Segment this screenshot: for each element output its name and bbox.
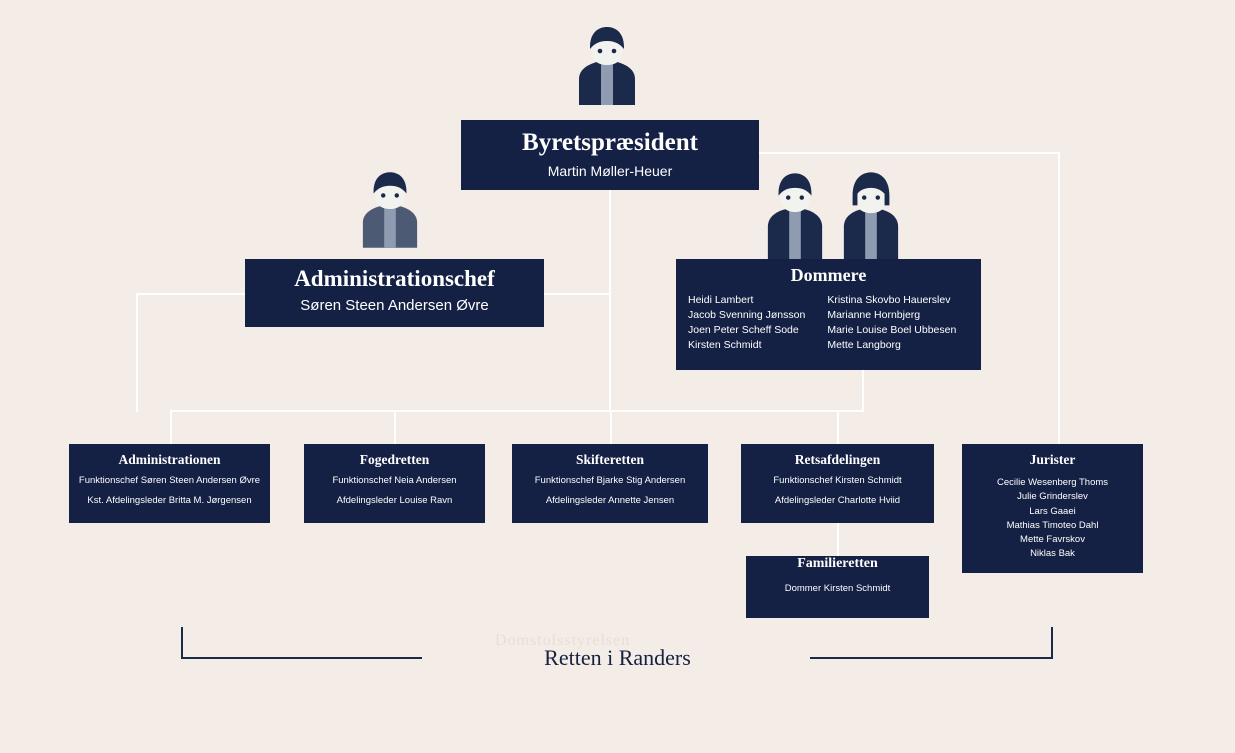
node-line-2: Afdelingsleder Charlotte Hviid — [774, 495, 901, 506]
node-person: Martin Møller-Heuer — [547, 163, 673, 179]
dommere-column-1 — [688, 293, 805, 354]
node-person: Søren Steen Andersen Øvre — [300, 296, 489, 314]
node-title: Administrationschef — [294, 266, 495, 291]
node-dommere[interactable] — [676, 259, 981, 370]
node-familieretten[interactable] — [746, 556, 929, 618]
connector-drop-skifteretten — [610, 410, 612, 446]
node-administrationen[interactable] — [69, 444, 270, 523]
node-line-1: Dommer Kirsten Schmidt — [784, 582, 891, 594]
node-jurister[interactable] — [962, 444, 1143, 573]
list-item: Heidi Lambert — [688, 293, 754, 306]
connector-drop-fogedretten — [394, 410, 396, 446]
connector-president-right — [759, 152, 1060, 154]
connector-dommere-down — [862, 370, 864, 412]
list-item: Mette Favrskov — [1020, 534, 1085, 546]
person-icon — [359, 172, 421, 248]
connector-department-bus — [170, 410, 863, 412]
node-line-2: Kst. Afdelingsleder Britta M. Jørgensen — [87, 495, 252, 506]
connector-drop-administrationen — [170, 410, 172, 446]
list-item: Marie Louise Boel Ubbesen — [827, 324, 957, 337]
dommer-avatar-2 — [840, 172, 902, 265]
node-byretspraesident[interactable] — [461, 120, 759, 190]
node-line-1: Funktionschef Neia Andersen — [332, 475, 457, 487]
list-item: Lars Gaaei — [1029, 505, 1076, 517]
connector-right-spine — [1058, 152, 1060, 452]
person-icon — [840, 172, 902, 260]
node-title: Administrationen — [118, 452, 221, 467]
list-item: Marianne Hornbjerg — [827, 308, 921, 321]
list-item: Mathias Timoteo Dahl — [1006, 519, 1099, 531]
node-fogedretten[interactable] — [304, 444, 485, 523]
person-icon — [764, 172, 826, 260]
president-avatar — [575, 27, 639, 110]
node-title: Byretspræsident — [522, 129, 698, 156]
watermark-text: Domstolsstyrelsen — [495, 632, 631, 649]
list-item: Joen Peter Scheff Sode — [688, 324, 799, 337]
node-title: Skifteretten — [576, 452, 644, 467]
dommer-avatar-1 — [764, 172, 826, 265]
organisation-title: Retten i Randers — [544, 645, 691, 670]
list-item: Kirsten Schmidt — [688, 339, 762, 352]
node-title: Jurister — [1029, 452, 1076, 467]
adminchef-avatar — [359, 172, 421, 253]
list-item: Mette Langborg — [827, 339, 901, 352]
list-item: Niklas Bak — [1030, 548, 1075, 560]
connector-left-spine — [136, 293, 138, 412]
connector-adminchef-right — [544, 293, 610, 295]
node-skifteretten[interactable] — [512, 444, 708, 523]
list-item: Kristina Skovbo Hauerslev — [827, 293, 951, 306]
list-item: Jacob Svenning Jønsson — [688, 308, 806, 321]
node-line-1: Funktionschef Bjarke Stig Andersen — [534, 475, 686, 487]
node-title: Fogedretten — [359, 452, 430, 467]
node-line-1: Funktionschef Kirsten Schmidt — [773, 475, 902, 487]
connector-drop-retsafdelingen — [837, 410, 839, 446]
connector-president-down — [609, 190, 611, 410]
node-line-2: Afdelingsleder Annette Jensen — [545, 495, 675, 506]
connector-adminchef-left — [136, 293, 247, 295]
node-title: Dommere — [790, 265, 867, 285]
list-item: Julie Grinderslev — [1017, 491, 1088, 503]
node-administrationschef[interactable] — [245, 259, 544, 327]
node-line-2: Afdelingsleder Louise Ravn — [336, 495, 453, 506]
node-title: Retsafdelingen — [794, 452, 881, 467]
node-title: Familieretten — [797, 556, 878, 571]
connector-retsafdelingen-familieretten — [837, 523, 839, 558]
person-icon — [575, 27, 639, 105]
list-item: Cecilie Wesenberg Thoms — [996, 477, 1109, 489]
node-retsafdelingen[interactable] — [741, 444, 934, 523]
node-line-1: Funktionschef Søren Steen Andersen Øvre — [78, 475, 261, 487]
dommere-column-2 — [827, 293, 956, 354]
jurister-list — [962, 476, 1143, 562]
